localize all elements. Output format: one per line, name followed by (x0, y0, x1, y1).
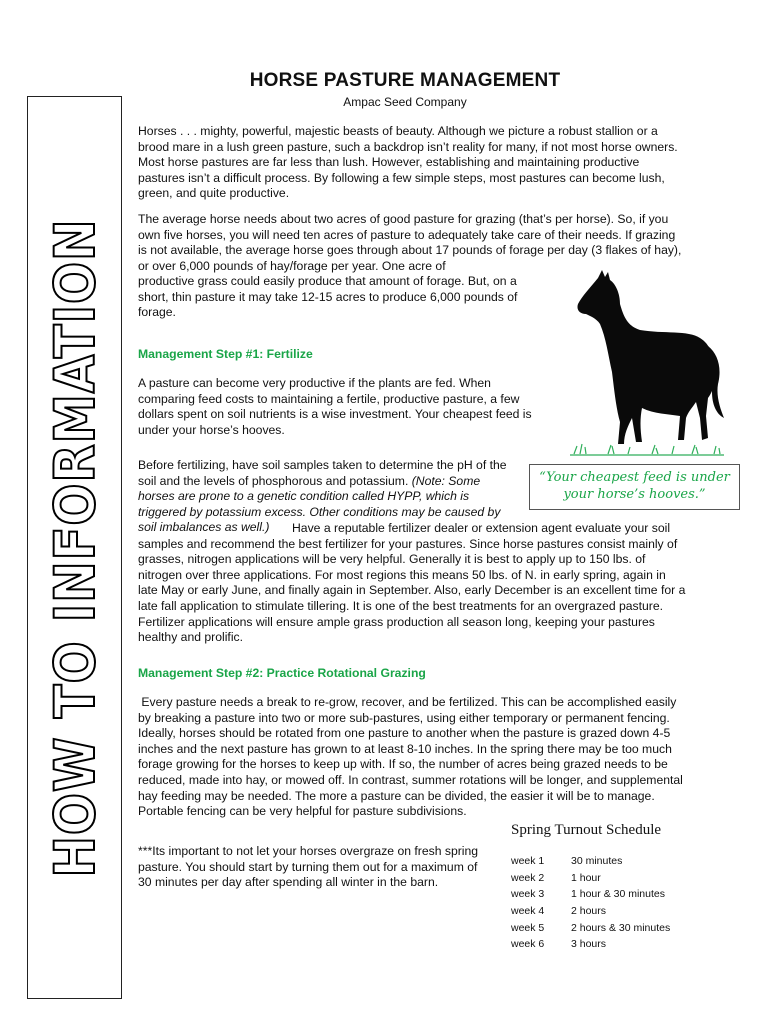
step-1-p2-note: (Note: Some horses are prone to a genetic condition called HYPP, which is triggered by potassium excess. Other conditions may be caused by soil imbalances as well.) (138, 473, 501, 535)
schedule-time: 2 hours (571, 905, 607, 918)
intro-paragraph-2a: The average horse needs about two acres of good pasture for grazing (that’s per horse). So, if you own five horses, you will need ten acres of pasture to adequately take care of their needs. If grazing is not available, the average horse goes through about 17 pounds of forage per day (3 flakes of hay), or over 6,000 pounds of hay/forage per year. One acre of (138, 212, 682, 273)
schedule-row (511, 938, 670, 955)
how-to-information-banner (27, 96, 122, 999)
quote-box: “Your cheapest feed is under your horse’s hooves.” (529, 464, 740, 510)
schedule-row (511, 888, 670, 905)
horse-illustration (568, 268, 726, 460)
schedule-time: 3 hours (571, 938, 607, 951)
step-2-heading: Management Step #2: Practice Rotational Grazing (138, 666, 426, 680)
schedule-time: 1 hour (571, 871, 601, 884)
page-title: HORSE PASTURE MANAGEMENT (249, 70, 561, 91)
schedule-week: week 2 (511, 871, 545, 884)
step-1-heading: Management Step #1: Fertilize (138, 347, 313, 361)
intro-paragraph-2b: productive grass could easily produce that amount of forage. But, on a short, thin pasture it may take 12-15 acres to produce 6,000 pounds of forage. (138, 274, 518, 320)
schedule-row (511, 922, 670, 939)
schedule-row (511, 872, 670, 889)
step-2-paragraph-1: Every pasture needs a break to re-grow, recover, and be fertilized. This can be accomplished easily by breaking a pasture into two or more sub-pastures, using either temporary or permanent fencing. Ideally, horses should be rotated from one pasture to another when the pasture is grazed down 4-5 inches and the next pasture has grown to at least 8-10 inches. In the spring there may be too much forage growing for the horses to keep up with. If so, the number of acres being grazed needs to be reduced, made into hay, or mowed off. In contrast, summer rotations will be longer, and supplemental hay feeding may be needed. The more a pasture can be divided, the easier it will be to manage. Portable fencing can be very helpful for pasture subdivisions. (138, 695, 687, 819)
schedule-week: week 5 (511, 921, 545, 934)
step-1-p2-start: Before fertilizing, have soil samples taken to determine the pH of the soil and the levels of phosphorous and potassium. (138, 458, 507, 488)
schedule-week: week 1 (511, 855, 545, 867)
schedule-table (511, 855, 670, 955)
intro-paragraph-1: Horses . . . mighty, powerful, majestic beasts of beauty. Although we picture a robust stallion or a brood mare in a lush green pasture, such a backdrop isn’t reality for many, if not most horse owners. Most horse pastures are far less than lush. However, establishing and maintaining productive pastures isn’t a difficult process. By following a few simple steps, most pastures can become lush, green, and quite productive. (138, 124, 678, 201)
page-subtitle: Ampac Seed Company (343, 95, 467, 109)
schedule-week: week 6 (511, 938, 545, 951)
step-1-paragraph-2-rest: Have a reputable fertilizer dealer or extension agent evaluate your soil samples and recommend the best fertilizer for your pastures. Since horse pastures consist mainly of grasses, nitrogen applications will be very helpful. Generally it is best to apply up to 150 lbs. of nitrogen over three applications. For most regions this means 50 lbs. of N. in early spring, again in late May or early June, and finally again in September. Also, early December is an excellent time for a late fall application to stimulate tillering. It is one of the best treatments for an overgrazed pasture. Fertilizer applications will ensure ample grass production all season long, keeping your pastures healthy and prolific. (138, 521, 686, 645)
step-1-paragraph-1: A pasture can become very productive if the plants are fed. When comparing feed costs to maintaining a fertile, productive pasture, a few dollars spent on soil nutrients is a wise investment. Your cheapest feed is under your horse’s hooves. (138, 376, 532, 437)
schedule-row (511, 855, 670, 872)
schedule-week: week 4 (511, 905, 545, 918)
schedule-title: Spring Turnout Schedule (511, 822, 662, 838)
schedule-week: week 3 (511, 888, 545, 901)
schedule-time: 30 minutes (571, 855, 623, 867)
schedule-time: 1 hour & 30 minutes (571, 888, 665, 901)
schedule-row (511, 905, 670, 922)
banner-text: HOW TO INFORMATION (42, 218, 107, 877)
step-2-paragraph-2: ***Its important to not let your horses overgraze on fresh spring pasture. You should start by turning them out for a maximum of 30 minutes per day after spending all winter in the barn. (138, 844, 479, 890)
schedule-time: 2 hours & 30 minutes (571, 921, 671, 934)
